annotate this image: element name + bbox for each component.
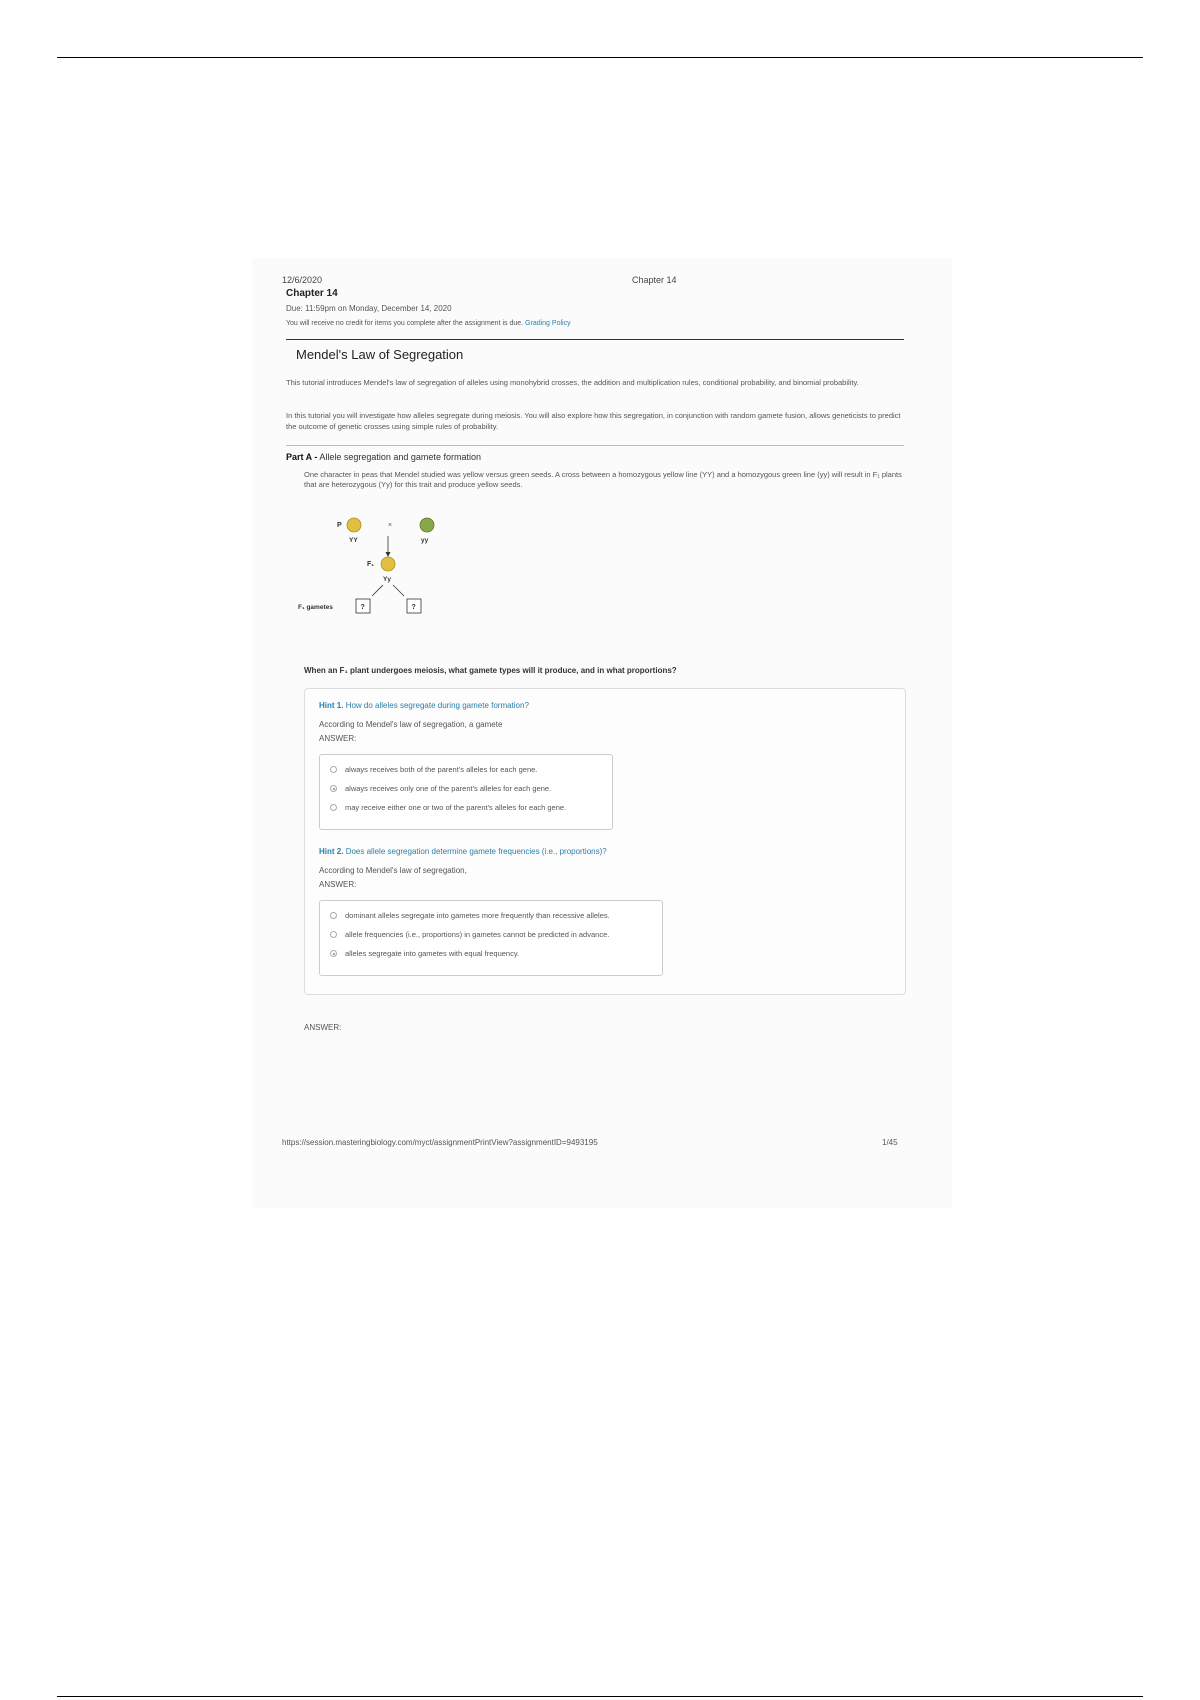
option-label: always receives only one of the parent's alleles for each gene.: [345, 784, 552, 793]
credit-notice: [286, 320, 571, 327]
footer-url: https://session.masteringbiology.com/myct/assignmentPrintView?assignmentID=9493195: [282, 1138, 598, 1147]
gamete-arrow-right: [393, 585, 404, 596]
document-page: [252, 258, 952, 1208]
gamete-unknown-1: ?: [360, 604, 365, 611]
parent2-genotype: yy: [421, 537, 429, 544]
hint-1-title[interactable]: [319, 701, 529, 710]
hint-1-label: Hint 1.: [319, 701, 344, 710]
due-date: Due: 11:59pm on Monday, December 14, 2020: [286, 304, 452, 313]
cross-diagram: [298, 508, 504, 618]
page-number: 1/45: [882, 1138, 898, 1147]
hint-1-option-2[interactable]: [330, 784, 551, 793]
cross-arrow-head: [386, 552, 391, 557]
hints-panel: [304, 688, 906, 995]
hint-2-option-3[interactable]: [330, 949, 519, 958]
f1-genotype: Yy: [383, 576, 391, 583]
part-a-answer-label: ANSWER:: [304, 1023, 342, 1032]
hint-1-text: According to Mendel's law of segregation, a gamete: [319, 720, 503, 729]
cross-symbol: ×: [388, 522, 393, 529]
gamete-unknown-2: ?: [411, 604, 416, 611]
option-label: may receive either one or two of the parent's alleles for each gene.: [345, 803, 567, 812]
option-label: dominant alleles segregate into gametes more frequently than recessive alleles.: [345, 911, 610, 920]
print-date: 12/6/2020: [282, 275, 323, 285]
radio-button[interactable]: [330, 912, 337, 919]
bottom-rule: [57, 1696, 1143, 1697]
hint-2-answer-label: ANSWER:: [319, 880, 357, 889]
option-label: allele frequencies (i.e., proportions) in gametes cannot be predicted in advance.: [345, 930, 610, 939]
hint-2-text: According to Mendel's law of segregation,: [319, 866, 467, 875]
hint-2-option-2[interactable]: [330, 930, 609, 939]
print-title: Chapter 14: [632, 275, 677, 285]
intro-paragraph-1: This tutorial introduces Mendel's law of segregation of alleles using monohybrid crosses, the addition and multiplication rules, conditional probability, and binomial probability.: [286, 378, 859, 387]
radio-button[interactable]: [330, 766, 337, 773]
hint-1-title-text: How do alleles segregate during gamete formation?: [345, 701, 529, 710]
gamete-arrow-left: [372, 585, 383, 596]
radio-button-selected[interactable]: [330, 950, 337, 957]
option-label: alleles segregate into gametes with equal frequency.: [345, 949, 520, 958]
part-divider: [286, 445, 904, 446]
hint-2-title-text: Does allele segregation determine gamete frequencies (i.e., proportions)?: [345, 847, 607, 856]
hint-1-option-1[interactable]: [330, 765, 537, 774]
hint-2-title[interactable]: [319, 847, 607, 856]
option-label: always receives both of the parent's alleles for each gene.: [345, 765, 538, 774]
green-seed-icon: [420, 518, 434, 532]
radio-button-selected[interactable]: [330, 785, 337, 792]
header-divider: [286, 339, 904, 340]
yellow-seed-icon: [347, 518, 361, 532]
hint-1-answer-label: ANSWER:: [319, 734, 357, 743]
intro-paragraph-2: In this tutorial you will investigate how alleles segregate during meiosis. You will also explore how this segregation, in conjunction with random gamete fusion, allows geneticists to predict the outcome of genetic crosses using simple rules of probability.: [286, 411, 901, 431]
part-a-label: Part A -: [286, 452, 318, 462]
radio-button[interactable]: [330, 804, 337, 811]
part-a-question: When an F₁ plant undergoes meiosis, what gamete types will it produce, and in what proportions?: [304, 666, 677, 675]
hint-2-options: [319, 900, 663, 976]
part-a-text: One character in peas that Mendel studied was yellow versus green seeds. A cross between a homozygous yellow line (YY) and a homozygous green line (yy) will result in F₁ plants that are heterozygous (Yy) for this trait and produce yellow seeds.: [304, 470, 902, 489]
f1-seed-icon: [381, 557, 395, 571]
hint-1-options: [319, 754, 613, 830]
chapter-heading: Chapter 14: [286, 288, 338, 299]
hint-1-option-3[interactable]: [330, 803, 566, 812]
top-rule: [57, 57, 1143, 58]
p-generation-label: P: [337, 522, 342, 529]
radio-button[interactable]: [330, 931, 337, 938]
part-a-title-text: Allele segregation and gamete formation: [319, 452, 481, 462]
f1-gametes-label: F₁ gametes: [298, 604, 333, 611]
credit-notice-text: You will receive no credit for items you complete after the assignment is due.: [286, 320, 524, 327]
parent1-genotype: YY: [349, 537, 358, 544]
f1-generation-label: F₁: [367, 561, 375, 568]
section-title: Mendel's Law of Segregation: [296, 347, 464, 362]
hint-2-option-1[interactable]: [330, 911, 610, 920]
grading-policy-link[interactable]: Grading Policy: [525, 320, 571, 327]
hint-2-label: Hint 2.: [319, 847, 344, 856]
part-a-title: [286, 452, 481, 462]
